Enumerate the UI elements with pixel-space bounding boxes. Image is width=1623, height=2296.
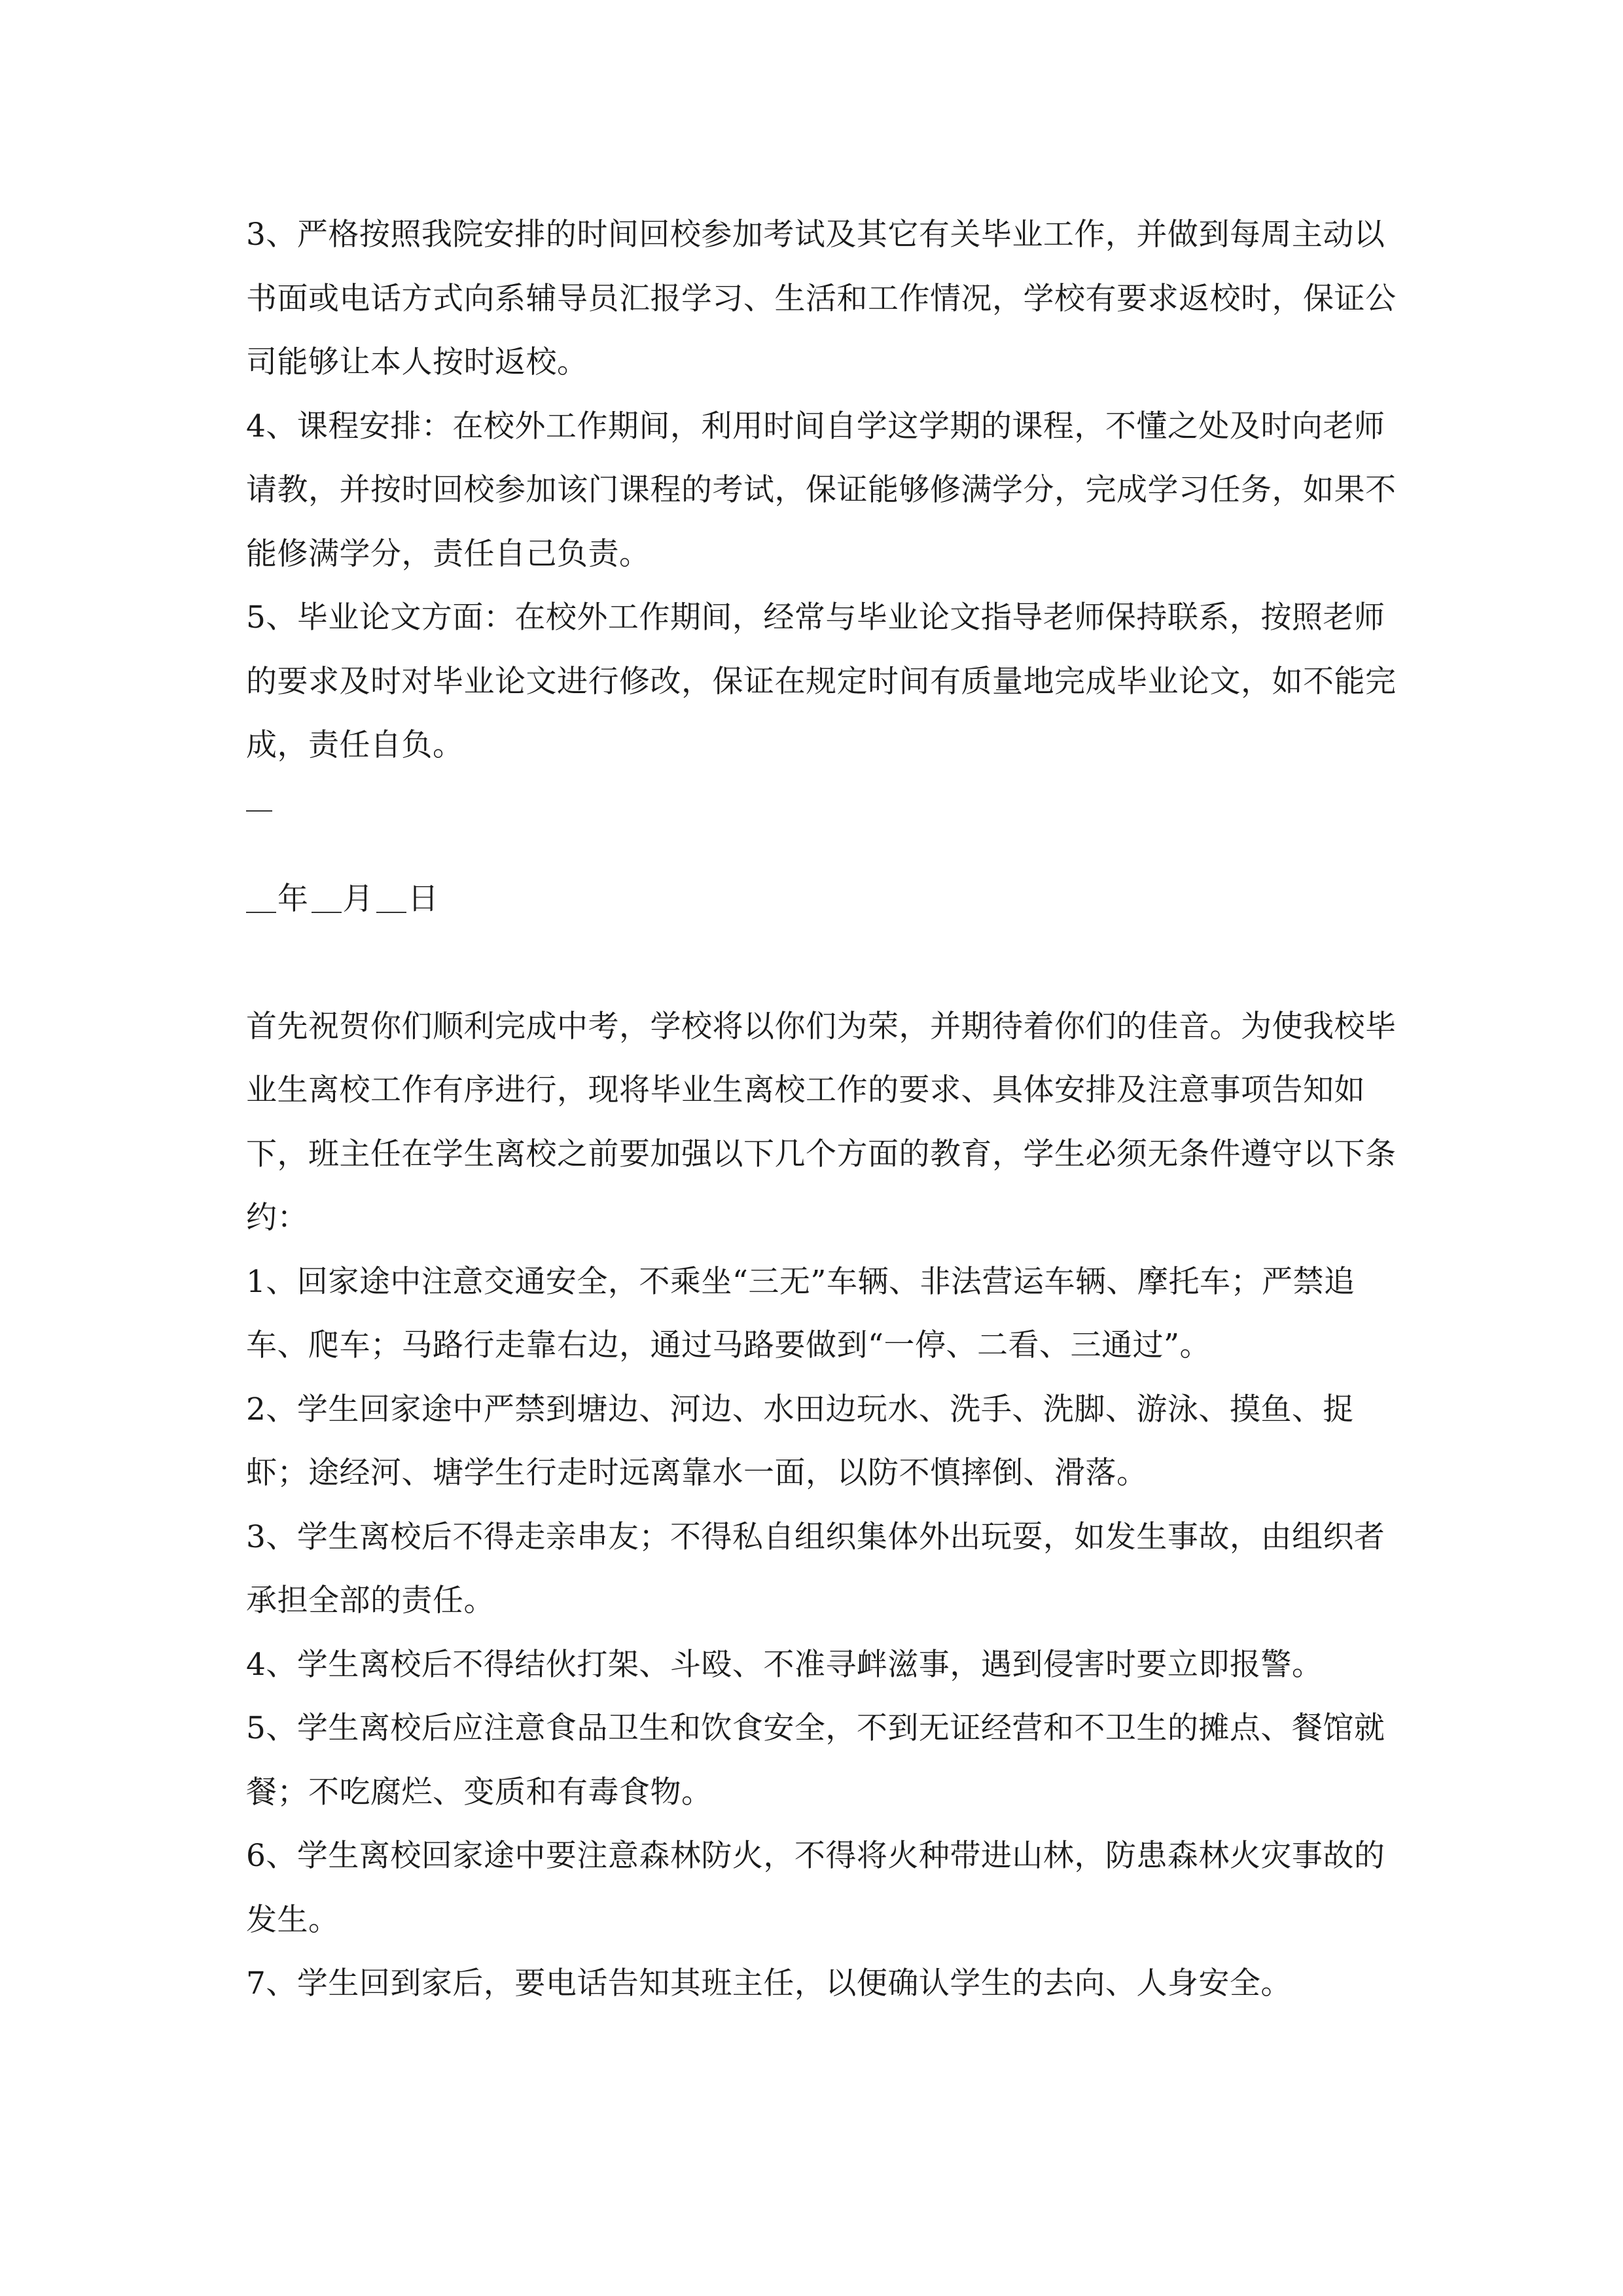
paragraph-item-3: 3、严格按照我院安排的时间回校参加考试及其它有关毕业工作，并做到每周主动以书面或电话方式向系辅导员汇报学习、生活和工作情况，学校有要求返校时，保证公司能够让本人按时返校。 [246,217,1397,380]
date-line [246,867,1398,931]
year-label: 年 [277,881,309,917]
section-spacer [246,778,1398,804]
paragraph-item-4: 4、课程安排：在校外工作期间，利用时间自学这学期的课程，不懂之处及时向老师请教，并按时回校参加该门课程的考试，保证能够修满学分，完成学习任务，如果不能修满学分，责任自己负责。 [246,408,1397,572]
rule-3: 3、学生离校后不得走亲串友；不得私自组织集体外出玩耍，如发生事故，由组织者承担全部的责任。 [246,1518,1385,1619]
day-blank [376,886,406,913]
month-label: 月 [342,881,374,917]
rule-4: 4、学生离校后不得结伙打架、斗殴、不准寻衅滋事，遇到侵害时要立即报警。 [246,1646,1323,1683]
section-spacer-2 [246,931,1398,995]
rule-1: 1、回家途中注意交通安全，不乘坐“三无”车辆、非法营运车辆、摩托车；严禁追车、爬车；马路行走靠右边，通过马路要做到“一停、二看、三通过”。 [246,1263,1355,1363]
signature-blank [246,810,272,812]
month-blank [312,886,342,913]
day-label: 日 [408,881,439,917]
year-blank [246,886,276,913]
rule-6: 6、学生离校回家途中要注意森林防火，不得将火种带进山林，防患森林火灾事故的发生。 [246,1838,1385,1938]
document-body [246,203,1398,2016]
signature-line [246,804,1398,868]
rule-5: 5、学生离校后应注意食品卫生和饮食安全，不到无证经营和不卫生的摊点、餐馆就餐；不吃腐烂、变质和有毒食物。 [246,1710,1385,1810]
notice-intro: 首先祝贺你们顺利完成中考，学校将以你们为荣，并期待着你们的佳音。为使我校毕业生离校工作有序进行，现将毕业生离校工作的要求、具体安排及注意事项告知如下，班主任在学生离校之前要加强以下几个方面的教育，学生必须无条件遵守以下条约： [246,1008,1397,1236]
rule-7: 7、学生回到家后，要电话告知其班主任，以便确认学生的去向、人身安全。 [246,1965,1292,2001]
paragraph-item-5: 5、毕业论文方面：在校外工作期间，经常与毕业论文指导老师保持联系，按照老师的要求及时对毕业论文进行修改，保证在规定时间有质量地完成毕业论文，如不能完成，责任自负。 [246,600,1397,763]
rule-2: 2、学生回家途中严禁到塘边、河边、水田边玩水、洗手、洗脚、游泳、摸鱼、捉虾；途经河、塘学生行走时远离靠水一面，以防不慎摔倒、滑落。 [246,1391,1354,1491]
